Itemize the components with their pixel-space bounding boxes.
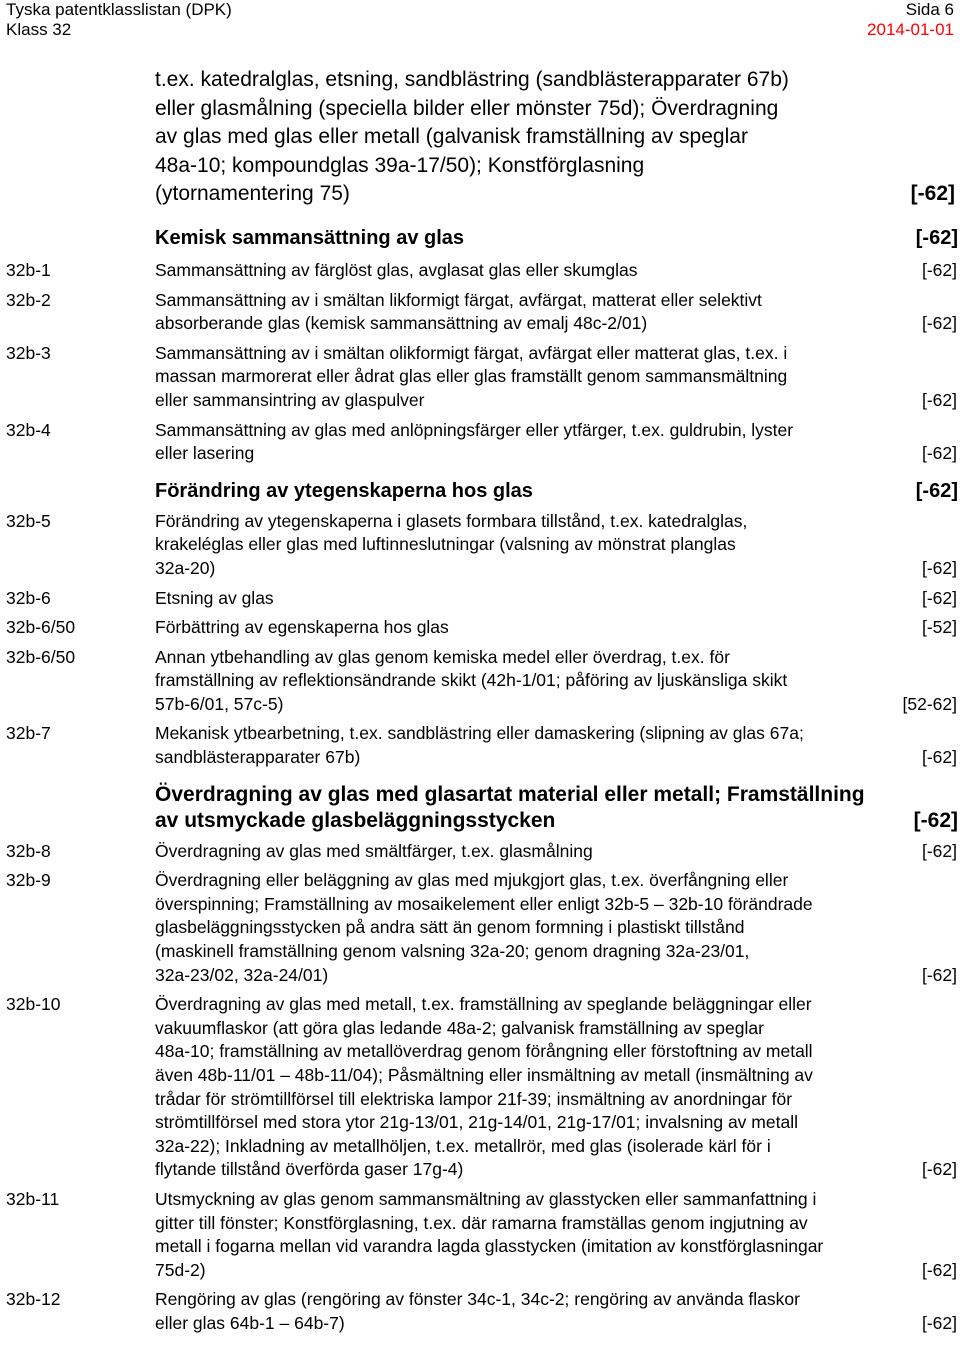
entry-line-text: Sammansättning av färglöst glas, avglasat glas eller skumglas [155, 259, 638, 280]
entry-class-code: [-62] [921, 1159, 957, 1180]
entry-code: 32b-9 [6, 870, 51, 891]
entry-line [155, 259, 957, 283]
entry-line-text: Överdragning eller beläggning av glas med mjukgjort glas, t.ex. överfångning eller [155, 870, 789, 891]
section-title: Förändring av ytegenskaperna hos glas [155, 479, 533, 502]
entry-description [155, 419, 957, 466]
entry-line [155, 840, 957, 864]
class-entry [0, 993, 960, 1182]
entry-group-forandring [0, 510, 960, 770]
entry-line [155, 1188, 957, 1212]
class-label: Klass 32 [6, 20, 72, 39]
entry-class-code: [-62] [921, 443, 957, 464]
section-heading-forandring [155, 478, 958, 504]
entry-line [155, 1064, 957, 1088]
document-body [0, 66, 960, 1336]
entry-line [155, 389, 957, 413]
entry-line-text: massan marmorerat eller ådrat glas eller glas framställt genom sammansmältning [155, 366, 788, 387]
entry-code: 32b-8 [6, 840, 51, 861]
entry-code: 32b-6 [6, 587, 51, 608]
entry-line [155, 1288, 957, 1312]
entry-line-text: även 48b-11/01 – 48b-11/04); Påsmältning eller insmältning av metall (insmältning av [155, 1065, 813, 1085]
entry-line-text: glasbeläggningsstycken på andra sätt än genom formning i plastiskt tillstånd [155, 917, 745, 938]
entry-class-code: [52-62] [902, 693, 957, 714]
section-heading-kemisk [155, 223, 958, 253]
entry-description [155, 259, 957, 283]
class-entry [0, 510, 960, 581]
entry-line-text: framställning av reflektionsändrande skikt (42h-1/01; påföring av ljuskänsliga skikt [155, 670, 788, 691]
entry-line [155, 746, 957, 770]
entry-code: 32b-7 [6, 723, 51, 744]
entry-line-text: Överdragning av glas med smältfärger, t.ex. glasmålning [155, 840, 593, 861]
entry-line-text: Utsmyckning av glas genom sammansmältning av glasstycken eller sammanfattning i [155, 1188, 817, 1209]
class-entry [0, 342, 960, 413]
entry-line [155, 1111, 957, 1135]
entry-line-text: Mekanisk ytbearbetning, t.ex. sandblästring eller damaskering (slipning av glas 67a; [155, 723, 804, 744]
entry-line-text: (maskinell framställning genom valsning 32a-20; genom dragning 32a-23/01, [155, 941, 750, 962]
entry-description [155, 993, 957, 1182]
entry-line [155, 1212, 957, 1236]
entry-line-text: sandblästerapparater 67b) [155, 747, 361, 768]
entry-line-text: strömtillförsel med stora ytor 21g-13/01, 21g-14/01, 21g-17/01; invalsning av metall [155, 1112, 798, 1133]
entry-class-code: [-62] [921, 587, 957, 608]
entry-line-text: eller sammansintring av glaspulver [155, 389, 425, 410]
header-right [867, 0, 954, 40]
document-date: 2014-01-01 [867, 20, 954, 39]
entry-description [155, 289, 957, 336]
entry-class-code: [-62] [921, 389, 957, 410]
entry-line [155, 1017, 957, 1041]
entry-line [155, 312, 957, 336]
entry-line-text: vakuumflaskor (att göra glas ledande 48a-2; galvanisk framställning av speglar [155, 1017, 764, 1038]
entry-group-kemisk [0, 259, 960, 466]
entry-line [155, 1235, 957, 1259]
entry-line-text: krakeléglas eller glas med luftinneslutningar (valsning av mönstrat planglas [155, 534, 736, 555]
entry-code: 32b-2 [6, 289, 51, 310]
intro-last-line [155, 180, 955, 209]
entry-description [155, 840, 957, 864]
entry-line [155, 1312, 957, 1336]
entry-class-code: [-62] [921, 964, 957, 985]
entry-line-text: gitter till fönster; Konstförglasning, t.ex. där ramarna framställas genom ingjutning av [155, 1212, 808, 1233]
entry-line-text: 32a-22); Inkladning av metallhöljen, t.ex. metallrör, med glas (isolerade kärl för i [155, 1135, 771, 1156]
entry-description [155, 646, 957, 717]
class-entry [0, 840, 960, 864]
entry-line [155, 342, 957, 366]
entry-line-text: 32a-23/02, 32a-24/01) [155, 964, 329, 985]
entry-description [155, 1188, 957, 1282]
entry-class-code: [-62] [921, 1259, 957, 1280]
entry-line [155, 893, 957, 917]
entry-line [155, 289, 957, 313]
intro-class-code: [-62] [910, 182, 955, 206]
entry-line-text: Sammansättning av i smältan olikformigt färgat, avfärgat eller matterat glas, t.ex. i [155, 342, 788, 363]
class-entry [0, 259, 960, 283]
entry-line [155, 993, 957, 1017]
entry-code: 32b-10 [6, 994, 61, 1015]
entry-line [155, 1088, 957, 1112]
entry-line [155, 869, 957, 893]
entry-line [155, 940, 957, 964]
entry-description [155, 1288, 957, 1335]
intro-line: eller glasmålning (speciella bilder eller mönster 75d); Överdragning [155, 96, 779, 120]
entry-line [155, 1158, 957, 1182]
entry-line [155, 916, 957, 940]
intro-line: (ytornamentering 75) [155, 182, 350, 206]
entry-code: 32b-4 [6, 419, 51, 440]
entry-line-text: 32a-20) [155, 557, 216, 578]
entry-code: 32b-12 [6, 1289, 61, 1310]
class-entry [0, 419, 960, 466]
entry-line-text: 75d-2) [155, 1259, 206, 1280]
entry-line [155, 533, 957, 557]
entry-line-text: Överdragning av glas med metall, t.ex. framställning av speglande beläggningar eller [155, 994, 812, 1015]
section-class-code: [-62] [913, 808, 958, 832]
entry-class-code: [-62] [921, 747, 957, 768]
entry-description [155, 869, 957, 987]
entry-line-text: Förändring av ytegenskaperna i glasets formbara tillstånd, t.ex. katedralglas, [155, 510, 748, 531]
entry-code: 32b-1 [6, 259, 51, 280]
entry-line [155, 1135, 957, 1159]
entry-class-code: [-52] [921, 617, 957, 638]
entry-line [155, 587, 957, 611]
entry-line-text: Annan ytbehandling av glas genom kemiska medel eller överdrag, t.ex. för [155, 646, 730, 667]
entry-class-code: [-62] [921, 259, 957, 280]
section-title-line2 [155, 808, 958, 834]
entry-line [155, 510, 957, 534]
entry-line [155, 646, 957, 670]
entry-line-text: trådar för strömtillförsel till elektriska lampor 21f-39; insmältning av anordningar för [155, 1088, 793, 1109]
section-class-code: [-62] [915, 226, 958, 249]
entry-description [155, 342, 957, 413]
entry-line [155, 693, 957, 717]
entry-line-text: 48a-10; framställning av metallöverdrag genom förångning eller förstoftning av metall [155, 1041, 813, 1062]
entry-line-text: flytande tillstånd överförda gaser 17g-4) [155, 1159, 464, 1180]
entry-line [155, 365, 957, 389]
class-entry [0, 869, 960, 987]
entry-line-text: Sammansättning av glas med anlöpningsfärger eller ytfärger, t.ex. guldrubin, lyster [155, 419, 794, 440]
class-entry [0, 587, 960, 611]
class-entry [0, 646, 960, 717]
entry-line [155, 557, 957, 581]
section-title: Kemisk sammansättning av glas [155, 226, 465, 249]
entry-code: 32b-6/50 [6, 646, 76, 667]
intro-line: t.ex. katedralglas, etsning, sandblästring (sandblästerapparater 67b) [155, 68, 789, 91]
entry-line [155, 669, 957, 693]
intro-line: 48a-10; kompoundglas 39a-17/50); Konstförglasning [155, 153, 645, 177]
entry-description [155, 587, 957, 611]
entry-line [155, 722, 957, 746]
entry-class-code: [-62] [921, 557, 957, 578]
entry-code: 32b-11 [6, 1188, 60, 1209]
entry-code: 32b-6/50 [6, 617, 76, 638]
entry-line [155, 616, 957, 640]
entry-line-text: Rengöring av glas (rengöring av fönster 34c-1, 34c-2; rengöring av använda flaskor [155, 1289, 800, 1310]
class-entry [0, 289, 960, 336]
class-entry [0, 616, 960, 640]
entry-line-text: Etsning av glas [155, 587, 274, 608]
entry-line [155, 1259, 957, 1283]
entry-code: 32b-5 [6, 510, 51, 531]
entry-class-code: [-62] [921, 313, 957, 334]
entry-code: 32b-3 [6, 342, 51, 363]
section-title-line: Överdragning av glas med glasartat material eller metall; Framställning [155, 782, 865, 806]
entry-line-text: eller glas 64b-1 – 64b-7) [155, 1312, 345, 1333]
entry-description [155, 616, 957, 640]
entry-line [155, 419, 957, 443]
entry-class-code: [-62] [921, 1312, 957, 1333]
document-title: Tyska patentklasslistan (DPK) [6, 0, 232, 19]
intro-paragraph [155, 66, 955, 209]
entry-description [155, 722, 957, 769]
entry-line-text: 57b-6/01, 57c-5) [155, 693, 284, 714]
page-number: Sida 6 [905, 0, 954, 19]
entry-line [155, 1040, 957, 1064]
entry-line-text: metall i fogarna mellan vid varandra lagda glasstycken (imitation av konstförglasningar [155, 1236, 824, 1257]
entry-line-text: överspinning; Framställning av mosaikelement eller enligt 32b-5 – 32b-10 förändrade [155, 893, 813, 914]
section-title-line: av utsmyckade glasbeläggningsstycken [155, 808, 556, 832]
class-entry [0, 722, 960, 769]
entry-description [155, 510, 957, 581]
entry-line-text: Förbättring av egenskaperna hos glas [155, 617, 449, 638]
entry-line [155, 964, 957, 988]
class-entry [0, 1188, 960, 1282]
entry-line [155, 442, 957, 466]
entry-line-text: eller lasering [155, 443, 255, 464]
intro-line: av glas med glas eller metall (galvanisk framställning av speglar [155, 125, 748, 149]
entry-class-code: [-62] [921, 840, 957, 861]
header-left [6, 0, 232, 40]
entry-line-text: absorberande glas (kemisk sammansättning av emalj 48c-2/01) [155, 313, 648, 334]
section-class-code: [-62] [915, 479, 958, 502]
class-entry [0, 1288, 960, 1335]
entry-group-overdragning [0, 840, 960, 1336]
section-heading-overdragning [155, 782, 958, 834]
entry-line-text: Sammansättning av i smältan likformigt färgat, avfärgat, matterat eller selektivt [155, 289, 762, 310]
